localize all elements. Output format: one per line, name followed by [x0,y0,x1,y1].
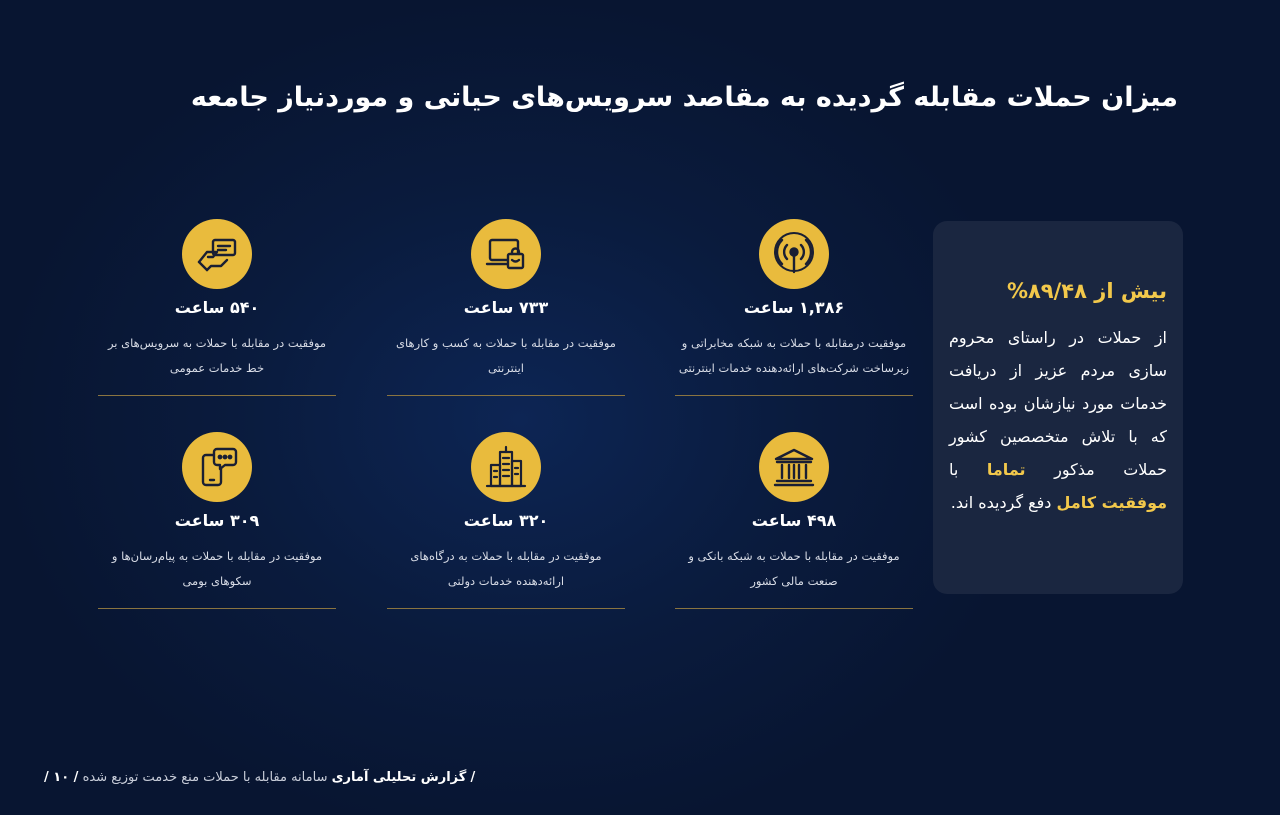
stat-description: موفقیت در مقابله با حملات به درگاه‌های ارائه‌دهنده خدمات دولتی [410,549,602,588]
footer-system-name: سامانه مقابله با حملات منع خدمت توزیع شده [82,770,328,785]
stat-ecommerce [387,219,625,396]
stat-description: موفقیت درمقابله با حملات به شبکه مخابراتی و زیرساخت شرکت‌های ارائه‌دهنده خدمات اینترنتی [678,336,910,375]
stat-description: موفقیت در مقابله با حملات به کسب و کارهای اینترنتی [396,336,616,375]
stat-description: موفقیت در مقابله با حملات به سرویس‌های بر خط خدمات عمومی [107,336,327,375]
phone-chat-icon [182,432,252,502]
stat-description: موفقیت در مقابله با حملات به شبکه بانکی و صنعت مالی کشور [688,549,900,588]
summary-text [949,321,1167,519]
footer-report-label: گزارش تحلیلی آماری [331,770,467,785]
summary-highlight-2: موفقیت کامل [1056,493,1167,512]
stat-telecom [675,219,913,396]
divider [675,395,913,396]
divider [387,395,625,396]
divider [98,395,336,396]
stat-value: ۱,۳۸۶ ساعت [743,298,845,317]
stat-messengers [98,432,336,609]
summary-text-part2: با [949,460,959,479]
divider [387,608,625,609]
stat-value: ۳۰۹ ساعت [174,511,260,530]
page-number: / ۱۰ / [44,770,79,785]
stat-value: ۷۳۳ ساعت [463,298,549,317]
divider [98,608,336,609]
summary-highlight-1: تماما [986,460,1026,479]
stat-description: موفقیت در مقابله با حملات به پیام‌رسان‌ها و سکوهای بومی [111,549,323,588]
card-hand-icon [182,219,252,289]
bank-icon [759,432,829,502]
divider [675,608,913,609]
stat-banking [675,432,913,609]
stat-value: ۳۲۰ ساعت [463,511,549,530]
summary-heading: بیش از ۸۹/۴۸% [1006,279,1167,303]
stat-value: ۵۴۰ ساعت [174,298,260,317]
buildings-icon [471,432,541,502]
laptop-shopping-icon [471,219,541,289]
summary-card [933,221,1183,594]
stat-government [387,432,625,609]
antenna-icon [759,219,829,289]
summary-text-part3: دفع گردیده اند. [950,493,1052,512]
footer-lead: / [470,770,476,785]
summary-text-part1: از حملات در راستای محروم سازی مردم عزیز از دریافت خدمات مورد نیازشان بوده است که با تلاش متخصصین کشور حملات مذکور [949,328,1167,479]
page-title: میزان حملات مقابله گردیده به مقاصد سرویس‌های حیاتی و موردنیاز جامعه [190,82,1178,113]
stat-value: ۴۹۸ ساعت [751,511,837,530]
stat-public-services [98,219,336,396]
footer [44,770,475,785]
